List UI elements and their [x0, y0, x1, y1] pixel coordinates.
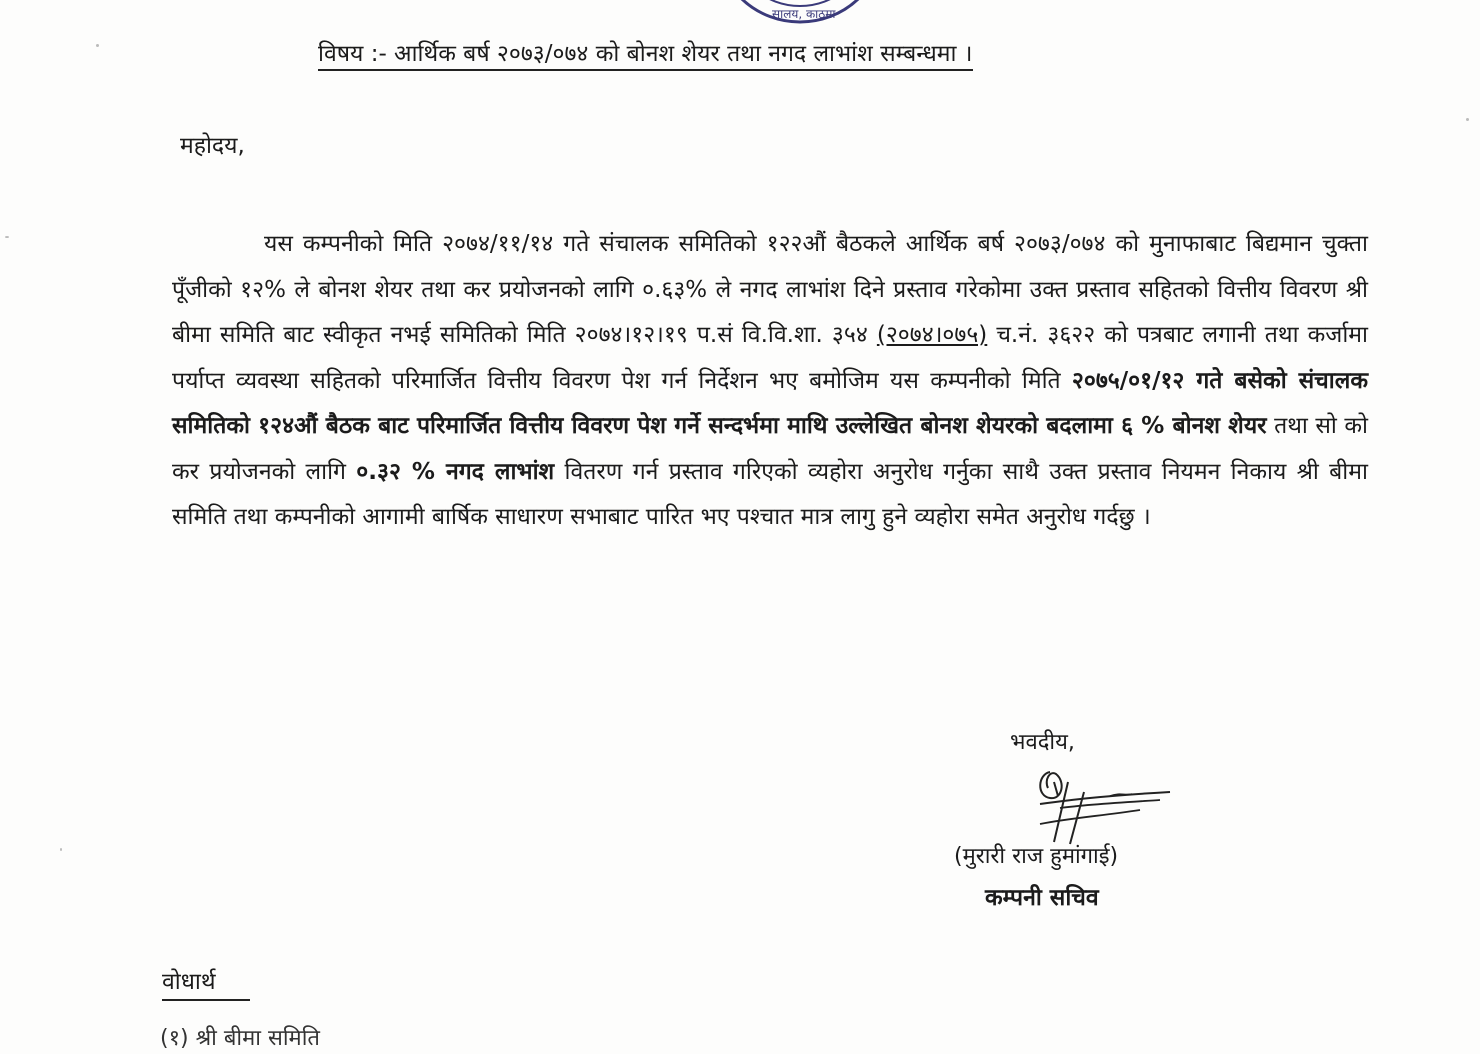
scan-speck	[5, 236, 9, 238]
body-ref-underlined: (२०७४।०७५)	[876, 322, 988, 348]
body-text-4: वितरण गर्न प्रस्ताव गरिएको व्यहोरा अनुरोध गर्नुका साथै उक्त प्रस्ताव नियमन निकाय श्री बीमा समिति तथा कम्पनीको आगामी बार्षिक साधारण सभाबाट पारित भए पश्चात मात्र लागु हुने व्यहोरा समेत अनुरोध गर्दछु ।	[172, 458, 1368, 530]
cc-heading: वोधार्थ	[162, 966, 250, 1001]
scan-speck	[96, 44, 99, 47]
body-text-2: च.नं. ३६२२ को पत्रबाट लगानी तथा कर्जामा पर्याप्त व्यवस्था सहितको परिमार्जित वित्तीय विवरण पेश गर्न निर्देशन भए बमोजिम यस कम्पनीको मिति	[172, 322, 1368, 394]
salutation: महोदय,	[180, 133, 245, 159]
body-bold-1: २०७५/०१/१२ गते बसेको संचालक समितिको १२४औं बैठक बाट परिमार्जित वित्तीय विवरण पेश गर्ने सन्दर्भमा माथि उल्लेखित बोनश शेयरको बदलामा ६ % बोनश शेयर	[172, 367, 1368, 439]
letter-subject	[318, 38, 1258, 70]
scan-speck	[1466, 118, 1469, 121]
handwritten-signature	[1010, 752, 1190, 848]
company-seal	[712, 0, 888, 26]
signer-title: कम्पनी सचिव	[985, 885, 1099, 911]
letter-body	[172, 222, 1368, 541]
cc-item: (१) श्री बीमा समिति	[160, 1026, 320, 1051]
subject-text: विषय :- आर्थिक बर्ष २०७३/०७४ को बोनश शेयर तथा नगद लाभांश सम्बन्धमा ।	[318, 41, 973, 71]
body-text-1: यस कम्पनीको मिति २०७४/११/१४ गते संचालक समितिको १२२औं बैठकले आर्थिक बर्ष २०७३/०७४ को मुनाफाबाट बिद्यमान चुक्ता पूँजीको १२% ले बोनश शेयर तथा कर प्रयोजनको लागि ०.६३% ले नगद लाभांश दिने प्रस्ताव गरेकोमा उक्त प्रस्ताव सहितको वित्तीय विवरण श्री बीमा समिति बाट स्वीकृत नभई समितिको मिति २०७४।१२।१९ प.सं वि.वि.शा. ३५४	[172, 231, 1368, 348]
seal-text: सालय, काठमा	[772, 7, 836, 21]
scan-speck	[60, 848, 62, 851]
closing: भवदीय,	[1010, 730, 1075, 755]
body-bold-2: ०.३२ % नगद लाभांश	[356, 458, 555, 485]
signer-name: (मुरारी राज हुमांगाई)	[954, 844, 1119, 869]
body-text-3: तथा सो को कर प्रयोजनको लागि	[172, 413, 1368, 485]
